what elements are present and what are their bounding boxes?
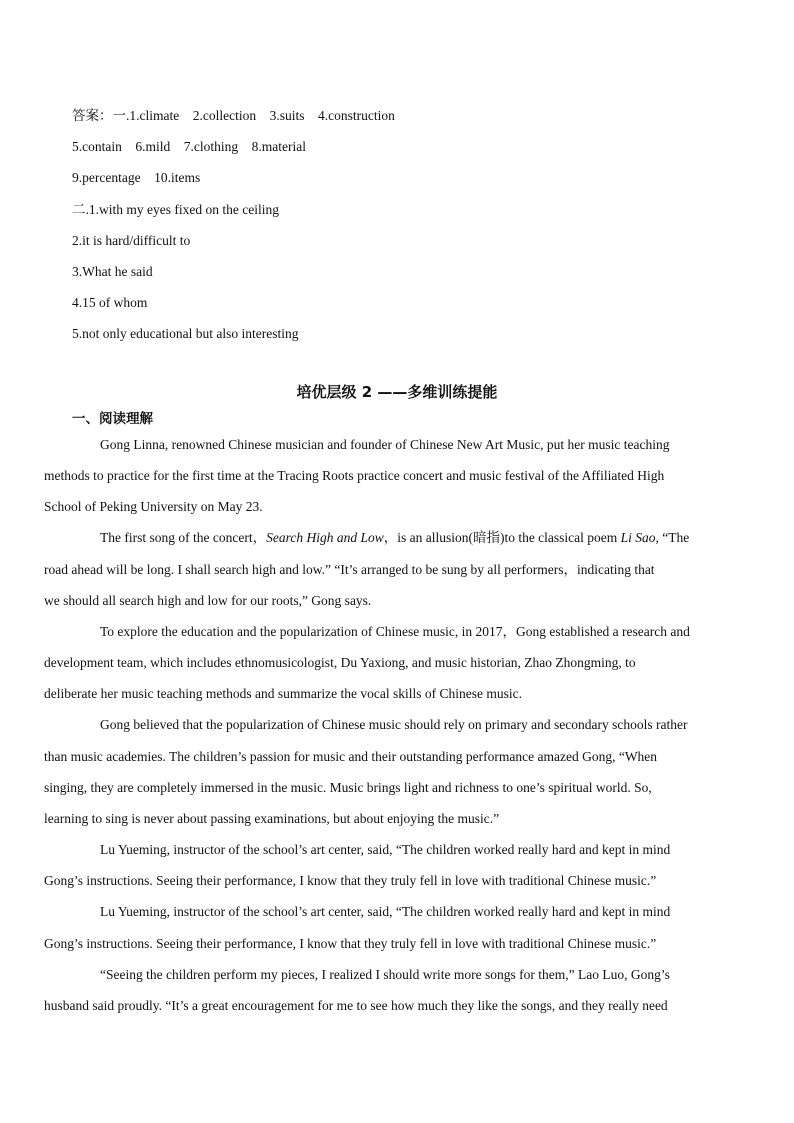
text-line: singing, they are completely immersed in the music. Music brings light and richness to one’s spiritual world. So,	[44, 779, 652, 795]
text-line: School of Peking University on May 23.	[44, 499, 263, 515]
answer-line: 3.What he said	[72, 264, 153, 280]
reading-passage	[44, 429, 724, 1021]
text-line: learning to sing is never about passing examinations, but about enjoying the music.”	[44, 810, 500, 826]
answer-line: 9.percentage 10.items	[72, 170, 201, 186]
song-title: Search High and Low	[266, 530, 384, 546]
text-line: Gong Linna, renowned Chinese musician and founder of Chinese New Art Music, put her music teaching	[100, 437, 670, 452]
text-line: deliberate her music teaching methods and summarize the vocal skills of Chinese music.	[44, 686, 522, 702]
text-line: Lu Yueming, instructor of the school’s art center, said, “The children worked really hard and kept in mind	[100, 904, 671, 920]
text-line: than music academies. The children’s passion for music and their outstanding performance amazed Gong, “When	[44, 748, 658, 764]
text-line: husband said proudly. “It’s a great encouragement for me to see how much they like the songs, and they really need	[44, 997, 668, 1013]
text-line: Gong believed that the popularization of Chinese music should rely on primary and secondary schools rather	[100, 717, 688, 733]
paragraph-6	[44, 896, 724, 958]
text-run: The first song of the concert，	[100, 530, 267, 546]
text-run: , “The	[655, 530, 690, 546]
text-run: ，is an allusion(暗指)to the classical poem	[383, 530, 621, 546]
text-line: we should all search high and low for our roots,” Gong says.	[44, 592, 372, 608]
answer-line: 5.contain 6.mild 7.clothing 8.material	[72, 139, 306, 155]
answer-line: 答案：一.1.climate 2.collection 3.suits 4.construction	[72, 108, 395, 123]
section-title: 培优层级 2 ——多维训练提能	[296, 383, 498, 401]
sub-heading: 一、阅读理解	[72, 411, 153, 427]
paragraph-7	[44, 959, 724, 1021]
text-line: Lu Yueming, instructor of the school’s art center, said, “The children worked really hard and kept in mind	[100, 842, 671, 858]
text-line: “Seeing the children perform my pieces, I realized I should write more songs for them,” Lao Luo, Gong’s	[100, 966, 670, 982]
text-line: To explore the education and the popularization of Chinese music, in 2017，Gong established a research and	[100, 623, 690, 639]
text-line: development team, which includes ethnomusicologist, Du Yaxiong, and music historian, Zhao Zhongming, to	[44, 655, 636, 671]
answer-line: 5.not only educational but also interesting	[72, 326, 299, 342]
answer-line: 2.it is hard/difficult to	[72, 232, 191, 248]
paragraph-5	[44, 834, 724, 896]
paragraph-2	[44, 522, 724, 615]
text-line: methods to practice for the first time at the Tracing Roots practice concert and music festival of the Affiliated High	[44, 468, 665, 484]
answer-key	[72, 100, 732, 350]
text-line: Gong’s instructions. Seeing their performance, I know that they truly fell in love with traditional Chinese music.”	[44, 873, 657, 889]
paragraph-3	[44, 616, 724, 709]
text-line: Gong’s instructions. Seeing their performance, I know that they truly fell in love with traditional Chinese music.”	[44, 935, 657, 951]
answer-line: 二.1.with my eyes fixed on the ceiling	[72, 201, 279, 217]
paragraph-4	[44, 709, 724, 834]
text-line: road ahead will be long. I shall search high and low.” “It’s arranged to be sung by all performers，indicating that	[44, 561, 655, 577]
text-line	[72, 522, 724, 553]
paragraph-1	[44, 429, 724, 522]
poem-title: Li Sao	[620, 530, 656, 546]
answer-line: 4.15 of whom	[72, 295, 148, 311]
